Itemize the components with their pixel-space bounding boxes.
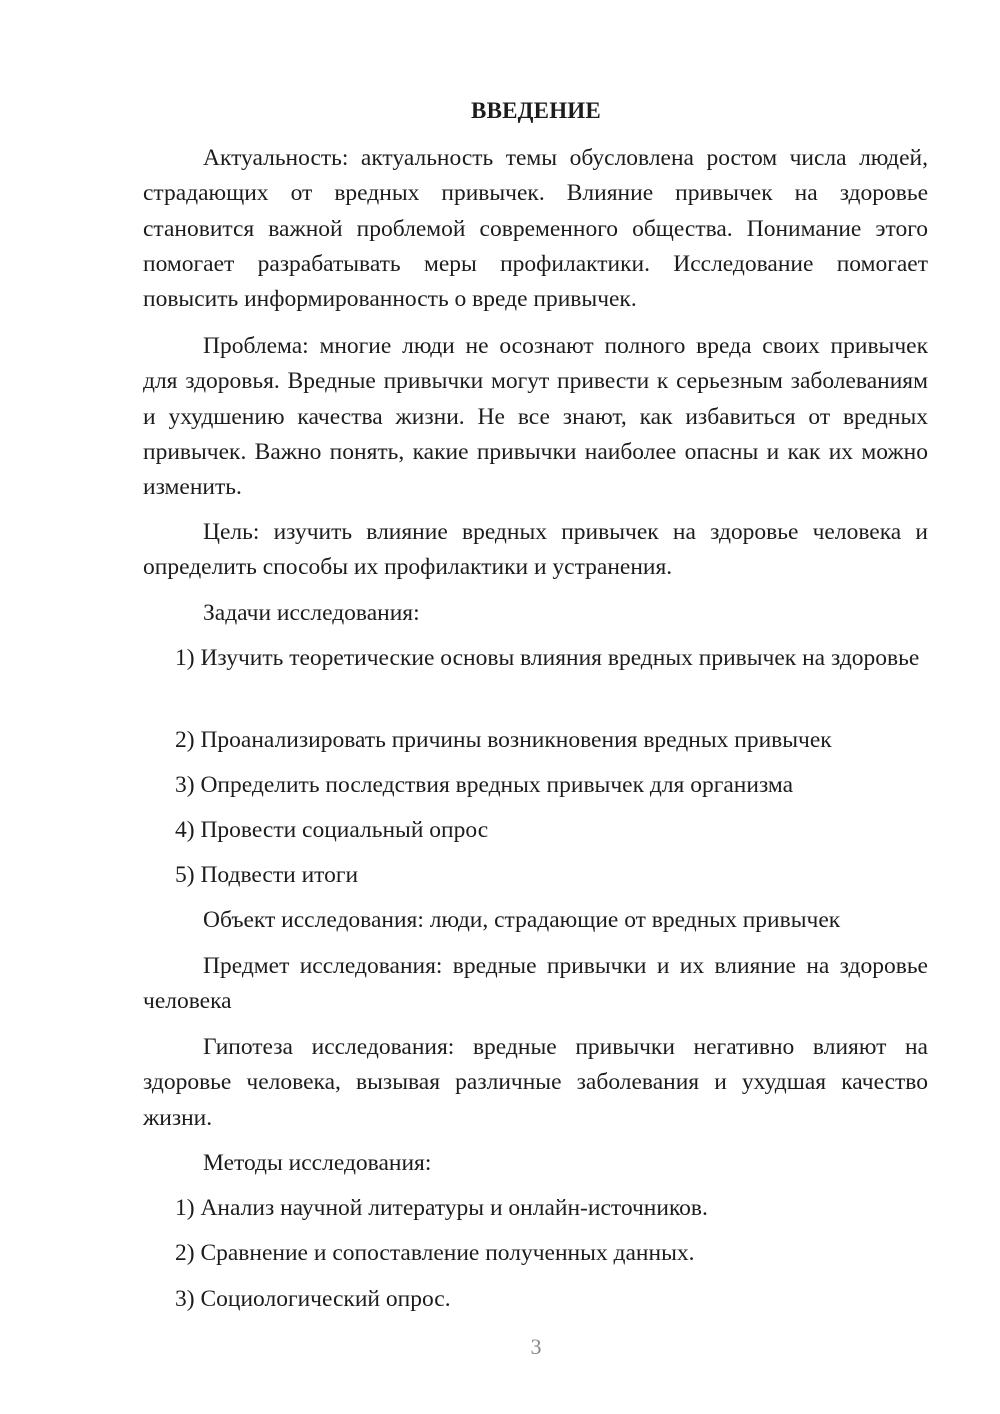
method-item: 1) Анализ научной литературы и онлайн-источников. [175, 1195, 708, 1221]
relevance-paragraph: Актуальность: актуальность темы обусловлена ростом числа людей, страдающих от вредных привычек. Влияние привычек на здоровье становится важной проблемой современного общества. Понимание этого помогает разрабатывать меры профилактики. Исследование помогает повысить информированность о вреде привычек. [143, 145, 928, 313]
methods-heading: Методы исследования: [203, 1150, 432, 1176]
task-item: 4) Провести социальный опрос [175, 817, 489, 843]
task-item: 3) Определить последствия вредных привычек для организма [175, 772, 794, 798]
section-heading: ВВЕДЕНИЕ [471, 98, 601, 123]
task-item: 5) Подвести итоги [175, 862, 359, 888]
method-item: 2) Сравнение и сопоставление полученных данных. [175, 1240, 695, 1266]
goal-paragraph: Цель: изучить влияние вредных привычек на здоровье человека и определить способы их профилактики и устранения. [143, 519, 928, 581]
task-item: 1) Изучить теоретические основы влияния вредных привычек на здоровье [175, 645, 920, 671]
task-item: 2) Проанализировать причины возникновения вредных привычек [175, 727, 832, 753]
subject-paragraph: Предмет исследования: вредные привычки и их влияние на здоровье человека [143, 953, 928, 1015]
problem-paragraph: Проблема: многие люди не осознают полного вреда своих привычек для здоровья. Вредные привычки могут привести к серьезным заболеваниям и ухудшению качества жизни. Не все знают, как избавиться от вредных привычек. Важно понять, какие привычки наиболее опасны и как их можно изменить. [143, 333, 928, 501]
method-item: 3) Социологический опрос. [175, 1286, 451, 1312]
page-number: 3 [530, 1334, 542, 1359]
hypothesis-paragraph: Гипотеза исследования: вредные привычки негативно влияют на здоровье человека, вызывая различные заболевания и ухудшая качество жизни. [143, 1034, 928, 1131]
object-paragraph: Объект исследования: люди, страдающие от вредных привычек [203, 907, 841, 933]
tasks-heading: Задачи исследования: [203, 600, 420, 626]
